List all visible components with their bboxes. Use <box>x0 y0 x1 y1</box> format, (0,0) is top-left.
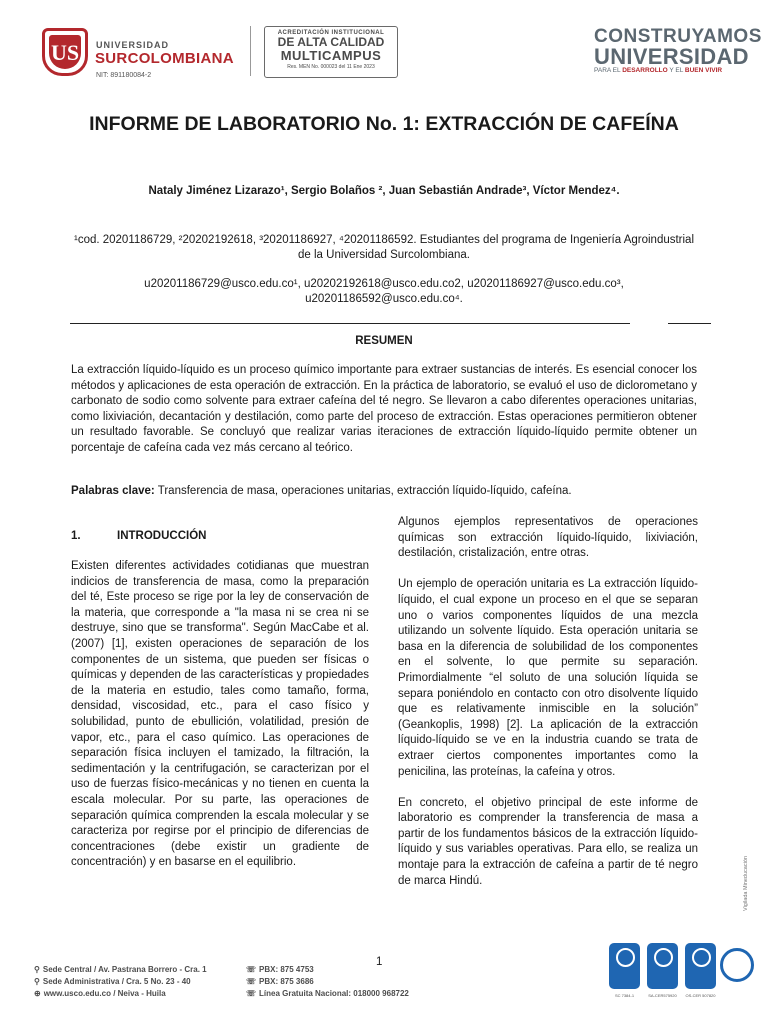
icontec-certificate-1: SC 7384-1 <box>609 943 640 989</box>
divider-rule-right <box>668 323 711 324</box>
accreditation-line4: Res. MEN No. 000023 del 11 Ene 2023 <box>287 64 375 70</box>
usco-nit: NIT: 891180084-2 <box>96 72 152 79</box>
campaign-line2: UNIVERSIDAD <box>594 44 749 69</box>
authors: Nataly Jiménez Lizarazo¹, Sergio Bolaños ², Juan Sebastián Andrade³, Víctor Mendez⁴. <box>148 185 620 197</box>
page-number: 1 <box>376 956 383 968</box>
accreditation-seal <box>264 26 398 78</box>
intro-column-right <box>398 515 698 905</box>
side-note: Vigilada Mineducación <box>743 856 749 911</box>
accreditation-line2: DE ALTA CALIDAD <box>277 35 385 49</box>
intro-column-left: Existen diferentes actividades cotidianas que muestran indicios de transferencia de masa, como la preparación del té, Este proceso se rige por la ley de conservación de la materia, que corresponde a "la masa ni se crea ni se destruye, sino que se transforma". Según MacCabe et al. (2007) [1], existen operaciones de separación de los componentes de un sistema, que pueden ser físicas o químicas y dependen de las características y propiedades de la materia en estudio, tales como tamaño, forma, densidad, viscosidad, etc., para el caso físico y solubilidad, punto de ebullición, volatilidad, presión de vapor, etc., para el caso químico. Las operaciones de separación física incluyen el tamizado, la filtración, la sedimentación y la centrifugación, se caracterizan por el uso de fuerzas físico-mecánicas y no tienen en cuenta la escala molecular. Por su parte, las operaciones de separación química comprenden la escala molecular y se caracteriza por regirse por el principio de diferencias de concentraciones (debe existir un gradiente de concentración) y en basarse en el equilibrio. <box>71 560 369 869</box>
usco-university-label: UNIVERSIDAD <box>96 40 170 50</box>
footer-address-1: ⚲ Sede Central / Av. Pastrana Borrero - Cra. 1 <box>34 965 207 974</box>
accreditation-line3: MULTICAMPUS <box>280 48 382 63</box>
footer-website[interactable]: ⊕ www.usco.edu.co / Neiva - Huila <box>34 989 166 998</box>
intro-paragraph-2: Un ejemplo de operación unitaria es La extracción líquido-líquido, el cual expone un proceso en el que se separan uno o varios componentes líquidos de una mezcla utilizando un solvente líquido. Esta operación unitaria se basa en la diferencia de solubilidad de los componentes en el solvente, lo que permite su separación. Primordialmente “el soluto de una solución líquida se separa poniéndolo en contacto con otro disolvente líquido que es relativamente inmiscible en la solución” (Geankoplis, 1998) [2]. La aplicación de la extracción líquido-líquido se ve en la industria cuando se trata de extraer ciertos componentes importantes como la penicilina, las proteínas, la cafeína y otros. <box>398 578 698 778</box>
keywords <box>71 485 697 497</box>
section-heading <box>71 530 206 542</box>
footer-pbx-1: ☏ PBX: 875 4753 <box>246 965 314 974</box>
intro-paragraph-3: En concreto, el objetivo principal de este informe de laboratorio es comprender la transferencia de masa a partir de los fundamentos básicos de la extracción líquido-líquido y sus variables operativas. Para ello, se realiza un montaje para la extracción de cafeína a partir de té negro de marca Hindú. <box>398 796 698 887</box>
author-emails: u20201186729@usco.edu.co¹, u20202192618@usco.edu.co2, u20201186927@usco.edu.co³, u20201186592@usco.edu.co⁴. <box>144 278 624 305</box>
author-codes: ¹cod. 20201186729, ²20202192618, ³20201186927, ⁴20201186592. Estudiantes del programa de Ingeniería Agroindustrial de la Universidad Surcolombiana. <box>73 234 695 261</box>
campaign-line1: CONSTRUYAMOS <box>594 26 762 47</box>
abstract-heading: RESUMEN <box>355 335 413 347</box>
phone-icon: ☏ <box>246 965 257 974</box>
globe-icon: ⊕ <box>34 989 41 998</box>
intro-paragraph-1: Algunos ejemplos representativos de operaciones químicas son extracción líquido-líquido, lixiviación, destilación, cristalización, entre otras. <box>398 516 698 560</box>
footer-toll-free: ☏ Línea Gratuita Nacional: 018000 968722 <box>246 989 409 998</box>
divider-rule <box>70 323 630 324</box>
header-divider <box>250 26 251 76</box>
footer-address-2: ⚲ Sede Administrativa / Cra. 5 No. 23 - 40 <box>34 977 191 986</box>
abstract-text: La extracción líquido-líquido es un proceso químico importante para extraer sustancias de interés. Es esencial conocer los métodos y aplicaciones de esta operación de extracción. En la práctica de laboratorio, se evaluó el uso de diclorometano y carbonato de sodio como solvente para extraer cafeína del té negro. Se llevaron a cabo diferentes operaciones unitarias, como lixiviación, decantación y destilación, como parte del proceso de extracción. Estas operaciones permitieron obtener un resultado favorable. Se concluyó que realizar varias iteraciones de extracción líquido-líquido permite obtener un porcentaje de cafeína cada vez más cercano al teórico. <box>71 364 697 454</box>
icontec-certificate-2: SA-CER575920 <box>647 943 678 989</box>
phone-icon: ☏ <box>246 989 257 998</box>
location-pin-icon: ⚲ <box>34 977 40 986</box>
section-number: 1. <box>71 530 81 542</box>
footer-pbx-2: ☏ PBX: 875 3686 <box>246 977 314 986</box>
location-pin-icon: ⚲ <box>34 965 40 974</box>
accreditation-line1: ACREDITACIÓN INSTITUCIONAL <box>277 30 385 36</box>
iqnet-logo <box>720 948 754 982</box>
keywords-text: Transferencia de masa, operaciones unitarias, extracción líquido-líquido, cafeína. <box>154 485 572 497</box>
phone-icon: ☏ <box>246 977 257 986</box>
campaign-line3: PARA EL DESARROLLO Y EL BUEN VIVIR <box>594 67 723 74</box>
keywords-label: Palabras clave: <box>71 485 155 497</box>
usco-shield-logo <box>42 28 88 76</box>
icontec-certificate-3: OS-CER 507820 <box>685 943 716 989</box>
section-title: INTRODUCCIÓN <box>117 530 207 542</box>
usco-emblem: US <box>49 35 81 69</box>
page-title: INFORME DE LABORATORIO No. 1: EXTRACCIÓN DE CAFEÍNA <box>89 113 679 135</box>
usco-name: SURCOLOMBIANA <box>95 50 234 67</box>
